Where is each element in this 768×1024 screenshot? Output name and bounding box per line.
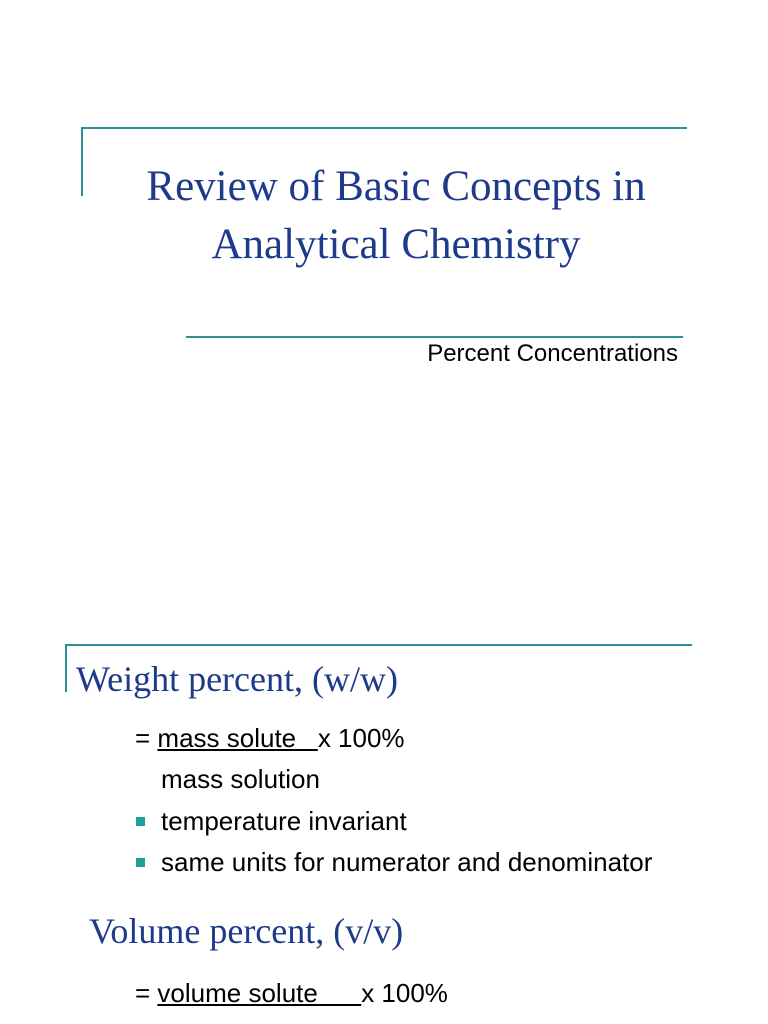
slide-subtitle: Percent Concentrations [427, 340, 678, 367]
volume-percent-equation [135, 977, 448, 1009]
subtitle-rule [186, 336, 683, 338]
equals-sign: = [135, 978, 158, 1008]
square-bullet-icon [136, 817, 145, 826]
bullet-text: same units for numerator and denominator [161, 847, 653, 877]
equation-factor: x 100% [361, 978, 448, 1008]
equals-sign: = [135, 723, 158, 753]
content-frame-top-rule [65, 644, 692, 646]
equation-numerator: mass solute [157, 723, 318, 753]
title-frame-top-rule [81, 127, 687, 129]
bullet-text: temperature invariant [161, 806, 407, 836]
equation-denominator: mass solution [161, 764, 320, 794]
equation-numerator: volume solute [157, 978, 362, 1008]
slide-title: Review of Basic Concepts in Analytical Chemistry [146, 163, 646, 268]
square-bullet-icon [136, 858, 145, 867]
equation-factor: x 100% [317, 723, 405, 753]
weight-percent-heading: Weight percent, (w/w) [76, 659, 398, 699]
title-frame-left-rule [81, 127, 83, 196]
volume-percent-heading: Volume percent, (v/v) [89, 911, 404, 951]
weight-percent-equation [135, 722, 405, 754]
content-frame-left-rule [65, 644, 67, 692]
